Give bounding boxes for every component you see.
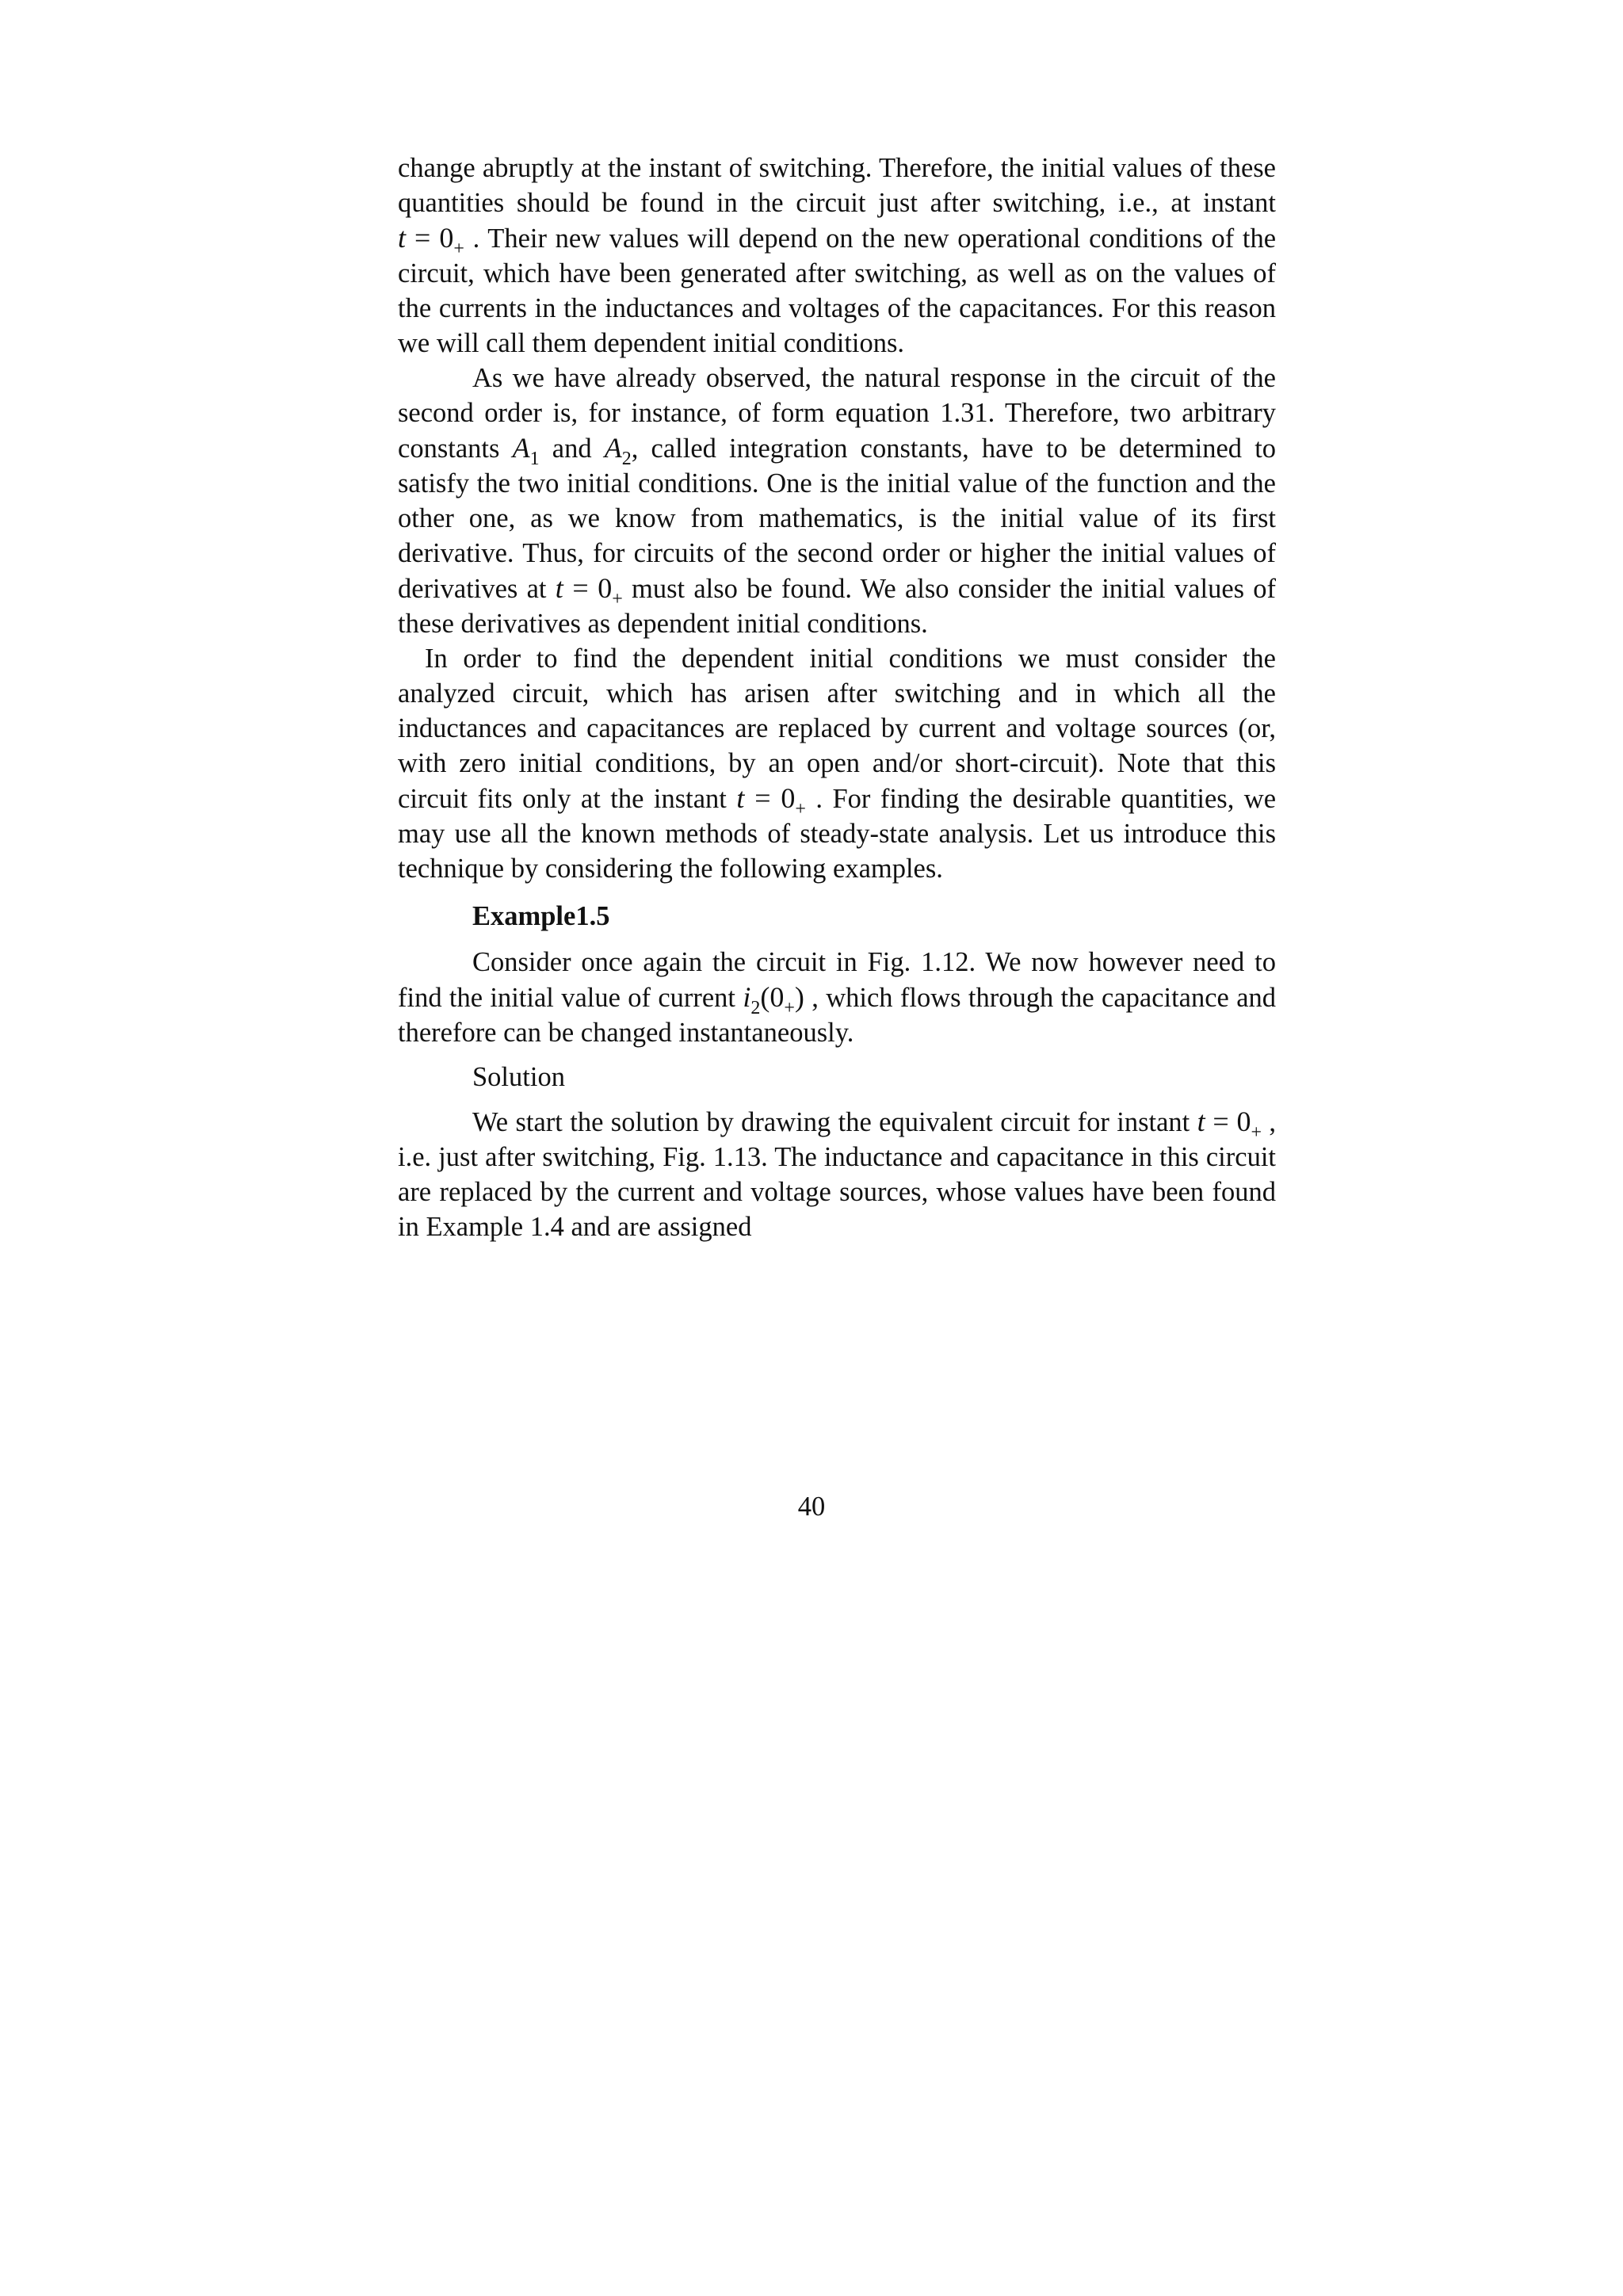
- paragraph-natural-response: [398, 361, 1276, 641]
- math-a2: $A_2$: [604, 432, 632, 469]
- paragraph-text: , i.e. just after switching, Fig. 1.13. The inductance and capacitance in this circuit are replaced by the current and voltage sources, whose values have been found in Example 1.4 and are assigned: [398, 1107, 1277, 1242]
- math-t-equals-0-plus: $t = 0_+$: [1197, 1106, 1262, 1143]
- paragraph-text: change abruptly at the instant of switching. Therefore, the initial values of these quantities should be found in the circuit just after switching, i.e., at instant: [398, 153, 1276, 218]
- paragraph-text: and: [552, 434, 592, 464]
- paragraph-text: As we have already observed, the natural response in the circuit of the second order is, for instance, of form equation 1.31. Therefore, two arbitrary constants: [398, 363, 1276, 464]
- page-body: [398, 151, 1276, 1244]
- solution-label: Solution: [472, 1062, 565, 1092]
- paragraph-text: , which flows through the capacitance and therefore can be changed instantaneously.: [398, 983, 1277, 1048]
- paragraph-text: . Their new values will depend on the new operational conditions of the circuit, which have been generated after switching, as well as on the values of the currents in the inductances and voltages of the capacitances. For this reason we will call them dependent initial conditions.: [398, 223, 1277, 358]
- paragraph-finding-conditions: [398, 641, 1276, 886]
- paragraph-text: We start the solution by drawing the equivalent circuit for instant: [472, 1107, 1190, 1137]
- paragraph-text: , called integration constants, have to be determined to satisfy the two initial conditions. One is the initial value of the function and the other one, as we know from mathematics, is the initial value of its first derivative. Thus, for circuits of the second order or higher the initial values of derivatives at: [398, 434, 1277, 604]
- paragraph-text: must also be found. We also consider the initial values of these derivatives as dependent initial conditions.: [398, 574, 1277, 639]
- paragraph-example-statement: [398, 945, 1276, 1050]
- math-i2-0-plus: $i_2(0_+)$: [743, 981, 804, 1018]
- paragraph-text: Consider once again the circuit in Fig. 1.12. We now however need to find the initial value of current: [398, 947, 1276, 1013]
- math-t-equals-0-plus: $t = 0_+$: [398, 222, 464, 259]
- paragraph-dependent-conditions-intro: [398, 151, 1276, 361]
- example-heading: Example1.5: [472, 901, 610, 931]
- math-t-equals-0-plus: $t = 0_+$: [736, 782, 806, 819]
- paragraph-solution: [398, 1104, 1276, 1244]
- paragraph-text: In order to find the dependent initial conditions we must consider the analyzed circuit, which has arisen after switching and in which all the inductances and capacitances are replaced by current and voltage sources (or, with zero initial conditions, by an open and/or short-circuit). Note that this circuit fits only at the instant: [398, 644, 1276, 814]
- page-number: 40: [797, 1492, 826, 1522]
- math-t-equals-0-plus: $t = 0_+$: [555, 572, 623, 609]
- math-a1: $A_1$: [512, 432, 540, 469]
- paragraph-text: . For finding the desirable quantities, we may use all the known methods of steady-state analysis. Let us introduce this technique by considering the following examples.: [398, 784, 1277, 884]
